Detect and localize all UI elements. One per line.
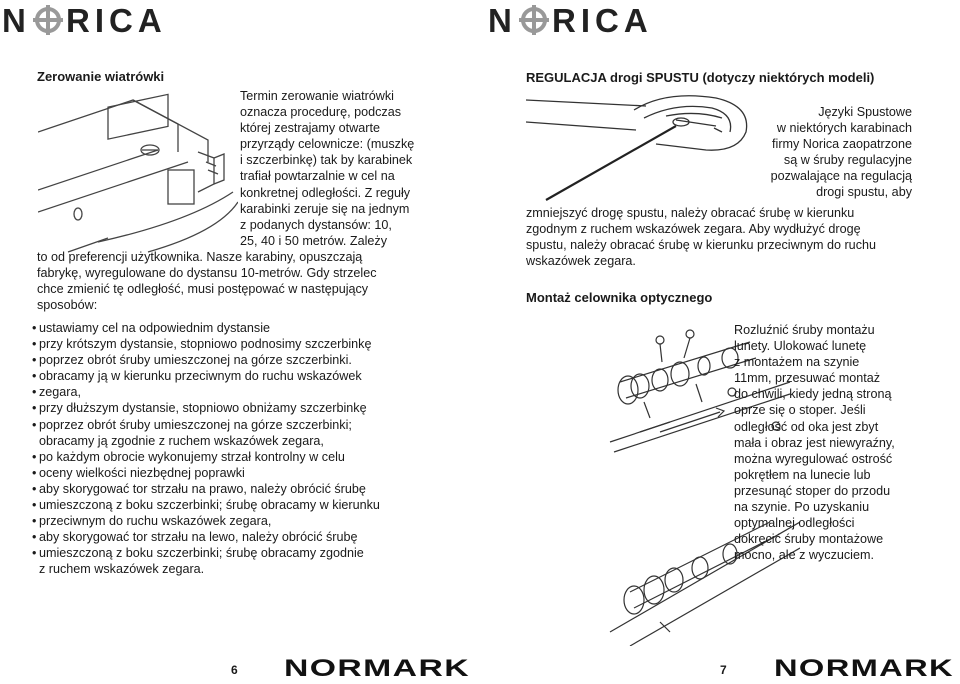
scope-line: Rozluźnić śruby montażu xyxy=(734,323,875,337)
page-number-right: 7 xyxy=(720,663,727,677)
scope-line: odległość od oka jest zbyt xyxy=(734,419,879,434)
intro-line: której zestrajamy otwarte xyxy=(240,121,380,136)
list-item: • umieszczoną z boku szczerbinki; śrubę obracamy zgodnie xyxy=(32,545,380,561)
norica-logo-rica: RICA xyxy=(66,4,167,36)
body-line: chce zmienić tę odległość, musi postępować w następujący xyxy=(37,282,369,297)
scope-line: dokręcić śruby montażowe xyxy=(734,532,884,547)
scope-heading: Montaż celownika optycznego xyxy=(526,290,713,305)
list-item: • aby skorygować tor strzału na lewo, należy obrócić śrubę xyxy=(32,529,380,545)
scope-line: do chwili, kiedy jedną stroną xyxy=(734,387,892,402)
trigger-line: są w śruby regulacyjne xyxy=(783,153,912,168)
intro-line: przyrządy celownicze: (muszkę xyxy=(240,137,415,152)
scope-line: lunety. Ulokować lunetę xyxy=(734,339,867,354)
norica-logo-n: N xyxy=(488,4,512,36)
left-page xyxy=(0,0,480,679)
trigger-line: Języki Spustowe xyxy=(818,105,912,119)
scope-side-text xyxy=(734,322,895,563)
intro-line: 25, 40 i 50 metrów. Zależy xyxy=(240,233,387,248)
list-item: • zegara, xyxy=(32,384,380,400)
scope-line: mocno, ale z wyczuciem. xyxy=(734,548,874,563)
trigger-line: firmy Norica zaopatrzone xyxy=(772,137,912,152)
list-item: • przy dłuższym dystansie, stopniowo obniżamy szczerbinkę xyxy=(32,400,380,416)
list-item: • poprzez obrót śruby umieszczonej na górze szczerbinki. xyxy=(32,352,380,368)
trigger-body-line: zgodnym z ruchem wskazówek zegara. Aby wydłużyć drogę xyxy=(526,222,861,237)
body-line: to od preferencji użytkownika. Nasze karabiny, opuszczają xyxy=(37,250,363,264)
intro-line: Termin zerowanie wiatrówki xyxy=(240,89,394,103)
zerowanie-steps-list xyxy=(32,320,380,578)
scope-line: optymalnej odległości xyxy=(734,516,855,531)
scope-line: przesunąć stoper do przodu xyxy=(734,483,891,498)
scope-line: na szynie. Po uzyskaniu xyxy=(734,500,870,515)
norica-logo-emblem-icon xyxy=(33,5,63,35)
scope-line: można wyregulować ostrość xyxy=(734,451,893,466)
trigger-body xyxy=(526,205,876,269)
list-item: • ustawiamy cel na odpowiednim dystansie xyxy=(32,320,380,336)
intro-line: i szczerbinkę) tak by karabinek xyxy=(240,153,413,168)
page-number-left: 6 xyxy=(231,663,238,677)
norica-logo xyxy=(2,4,208,36)
scope-line: z montażem na szynie xyxy=(734,355,860,370)
body-line: fabrykę, wyregulowane do dystansu 10-metrów. Gdy strzelec xyxy=(37,266,377,281)
norica-logo-emblem-icon xyxy=(519,5,549,35)
intro-line: karabinki zeruje się na jednym xyxy=(240,201,410,216)
trigger-line: pozwalające na regulacją xyxy=(770,169,912,184)
norica-logo-rica: RICA xyxy=(552,4,653,36)
scope-line: 11mm, przesuwać montaż xyxy=(734,371,881,386)
list-item: z ruchem wskazówek zegara. xyxy=(39,562,205,577)
scope-line: oprze się o stoper. Jeśli xyxy=(734,403,866,418)
trigger-line: drogi spustu, aby xyxy=(816,185,912,200)
trigger-heading: REGULACJA drogi SPUSTU (dotyczy niektórych modeli) xyxy=(526,70,875,85)
list-item: • oceny wielkości niezbędnej poprawki xyxy=(32,465,380,481)
zerowanie-heading: Zerowanie wiatrówki xyxy=(37,69,165,84)
body-line: sposobów: xyxy=(37,298,98,313)
intro-line: trafiał powtarzalnie w cel na xyxy=(240,169,395,184)
list-item: • przy krótszym dystansie, stopniowo podnosimy szczerbinkę xyxy=(32,336,380,352)
list-item: • aby skorygować tor strzału na prawo, należy obrócić śrubę xyxy=(32,481,380,497)
normark-wordmark: NORMARK xyxy=(284,655,470,679)
trigger-illustration xyxy=(526,92,754,204)
normark-logo-right xyxy=(774,655,954,684)
list-item: • przeciwnym do ruchu wskazówek zegara, xyxy=(32,513,380,529)
intro-line: z podanych dystansów: 10, xyxy=(240,217,392,232)
scope-line: pokrętłem na lunecie lub xyxy=(734,467,871,482)
scope-line: mała i obraz jest niewyraźny, xyxy=(734,435,895,450)
list-item: • poprzez obrót śruby umieszczonej na górze szczerbinki; xyxy=(32,417,380,433)
intro-line: oznacza procedurę, podczas xyxy=(240,105,402,120)
normark-logo-left xyxy=(284,655,470,684)
trigger-line: w niektórych karabinach xyxy=(776,121,912,136)
trigger-side-text xyxy=(762,104,912,201)
list-item: obracamy ją zgodnie z ruchem wskazówek zegara, xyxy=(39,433,324,448)
trigger-body-line: zmniejszyć drogę spustu, należy obracać śrubę w kierunku xyxy=(526,206,855,220)
norica-logo-image xyxy=(2,4,208,36)
trigger-body-line: spustu, należy obracać śrubę w kierunku przeciwnym do ruchu xyxy=(526,238,876,253)
rear-sight-illustration xyxy=(38,92,238,258)
right-page xyxy=(480,0,960,679)
zerowanie-intro xyxy=(240,88,414,249)
norica-logo-n: N xyxy=(2,4,26,36)
norica-logo xyxy=(488,4,694,36)
intro-line: konkretnej odległości. Z reguły xyxy=(240,185,411,200)
list-item: • umieszczoną z boku szczerbinki; śrubę obracamy w kierunku xyxy=(32,497,380,513)
normark-wordmark: NORMARK xyxy=(774,655,954,679)
trigger-body-line: wskazówek zegara. xyxy=(526,254,636,269)
zerowanie-body xyxy=(37,249,377,313)
norica-logo-image xyxy=(488,4,694,36)
list-item: • obracamy ją w kierunku przeciwnym do ruchu wskazówek xyxy=(32,368,380,384)
list-item: • po każdym obrocie wykonujemy strzał kontrolny w celu xyxy=(32,449,380,465)
